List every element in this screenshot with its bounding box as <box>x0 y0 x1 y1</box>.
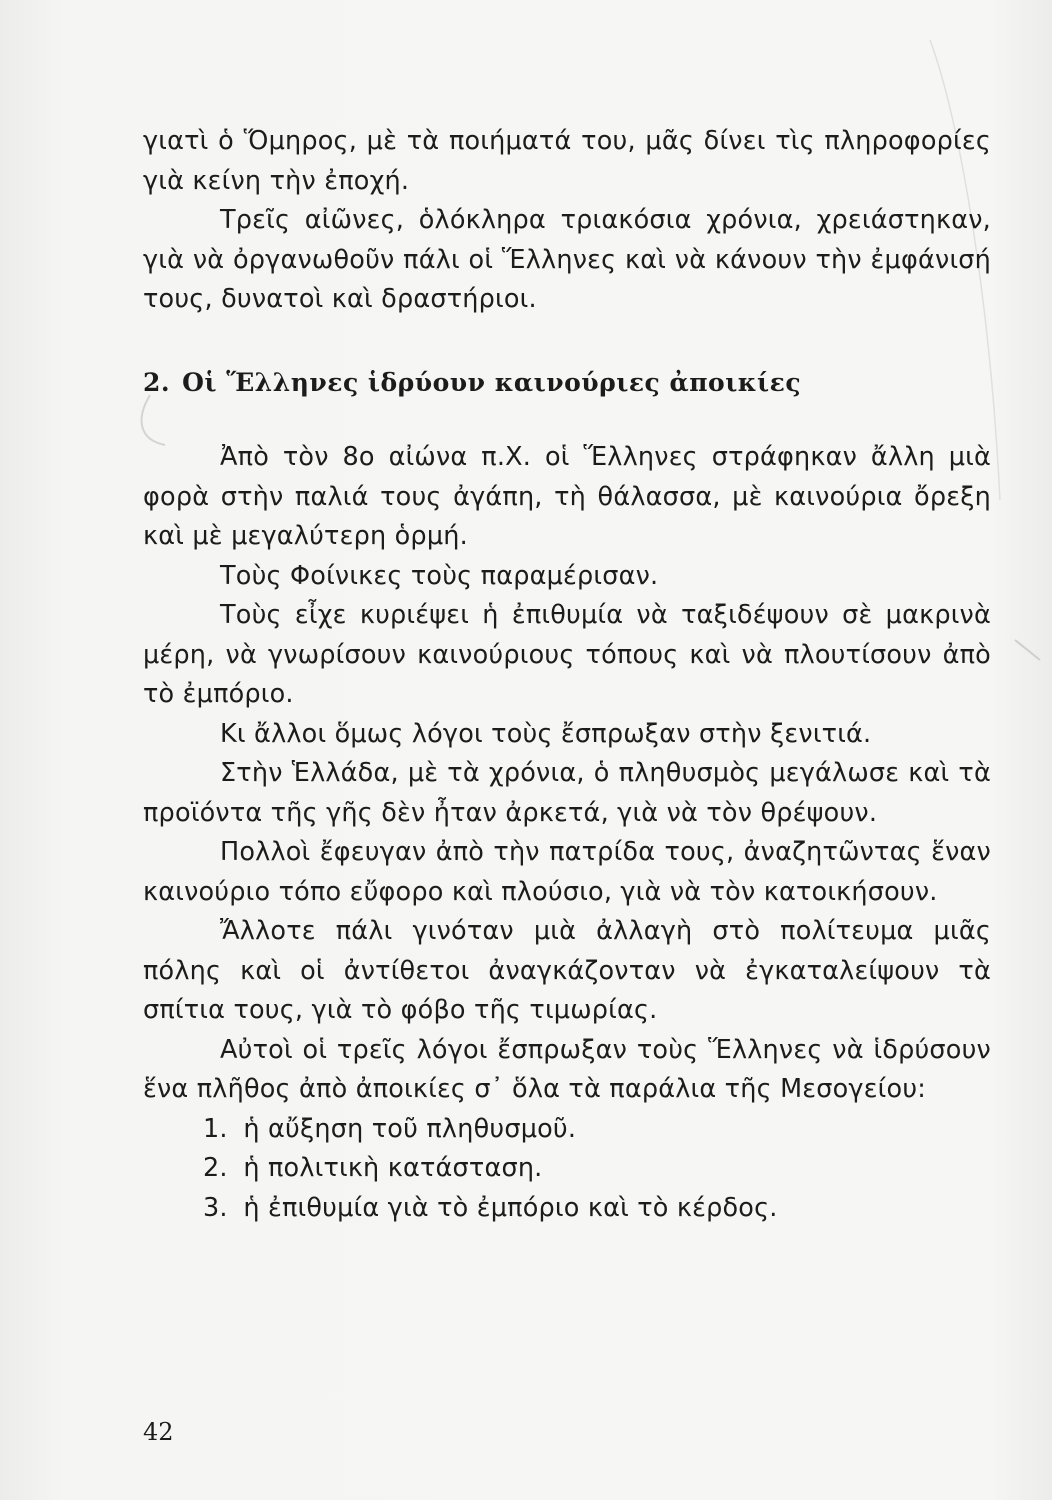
paragraph: Τοὺς εἶχε κυριέψει ἡ ἐπιθυμία νὰ ταξιδέψουν σὲ μακρινὰ μέρη, νὰ γνωρίσουν καινούριους τόπους καὶ νὰ πλουτίσουν ἀπὸ τὸ ἐμπόριο. <box>143 600 991 709</box>
paragraph: Τοὺς Φοίνικες τοὺς παραμέρισαν. <box>220 560 659 591</box>
section-number: 2. <box>143 367 171 397</box>
paragraph-three-centuries: Τρεῖς αἰῶνες, ὁλόκληρα τριακόσια χρόνια, χρειάστηκαν, γιὰ νὰ ὀργανωθοῦν πάλι οἱ Ἕλληνες καὶ νὰ κάνουν τὴν ἐμφάνισή τους, δυνατοὶ καὶ δραστήριοι. <box>143 205 991 314</box>
section-title: Οἱ Ἕλληνες ἱδρύουν καινούριες ἀποικίες <box>182 367 802 397</box>
list-item-text: ἡ αὔξηση τοῦ πληθυσμοῦ. <box>243 1113 577 1144</box>
paragraph: Ἄλλοτε πάλι γινόταν μιὰ ἀλλαγὴ στὸ πολίτευμα μιᾶς πόλης καὶ οἱ ἀντίθετοι ἀναγκάζονταν νὰ ἐγκαταλείψουν τὰ σπίτια τους, γιὰ τὸ φόβο τῆς τιμωρίας. <box>143 916 991 1025</box>
page-number: 42 <box>143 1418 174 1446</box>
paragraph: Ἀπὸ τὸν 8ο αἰώνα π.Χ. οἱ Ἕλληνες στράφηκαν ἄλλη μιὰ φορὰ στὴν παλιά τους ἀγάπη, τὴ θάλασσα, μὲ καινούρια ὄρεξη καὶ μὲ μεγαλύτερη ὁρμή. <box>143 442 991 551</box>
list-item <box>143 1149 991 1189</box>
paragraph: Κι ἄλλοι ὅμως λόγοι τοὺς ἔσπρωξαν στὴν ξενιτιά. <box>220 718 872 749</box>
paragraph: Πολλοὶ ἔφευγαν ἀπὸ τὴν πατρίδα τους, ἀναζητῶντας ἕναν καινούριο τόπο εὔφορο καὶ πλούσιο, γιὰ νὰ τὸν κατοικήσουν. <box>143 837 991 907</box>
body-text <box>143 122 991 1228</box>
list-item-text: ἡ πολιτικὴ κατάσταση. <box>243 1153 543 1183</box>
list-item <box>143 1110 991 1150</box>
section-heading <box>143 363 991 403</box>
list-item <box>143 1189 991 1229</box>
list-item-number: 3. <box>203 1192 228 1223</box>
reasons-list <box>143 1110 991 1229</box>
list-item-number: 1. <box>203 1113 228 1144</box>
paragraph: Στὴν Ἑλλάδα, μὲ τὰ χρόνια, ὁ πληθυσμὸς μεγάλωσε καὶ τὰ προϊόντα τῆς γῆς δὲν ἦταν ἀρκετά, γιὰ νὰ τὸν θρέψουν. <box>143 758 991 828</box>
paragraph-intro: γιατὶ ὁ Ὅμηρος, μὲ τὰ ποιήματά του, μᾶς δίνει τὶς πληροφορίες γιὰ κείνη τὴν ἐποχή. <box>143 126 991 196</box>
list-item-text: ἡ ἐπιθυμία γιὰ τὸ ἐμπόριο καὶ τὸ κέρδος. <box>243 1192 778 1223</box>
paragraph: Αὐτοὶ οἱ τρεῖς λόγοι ἔσπρωξαν τοὺς Ἕλληνες νὰ ἱδρύσουν ἕνα πλῆθος ἀπὸ ἀποικίες σ᾽ ὅλα τὰ παράλια τῆς Μεσογείου: <box>143 1034 991 1104</box>
list-item-number: 2. <box>203 1153 228 1183</box>
